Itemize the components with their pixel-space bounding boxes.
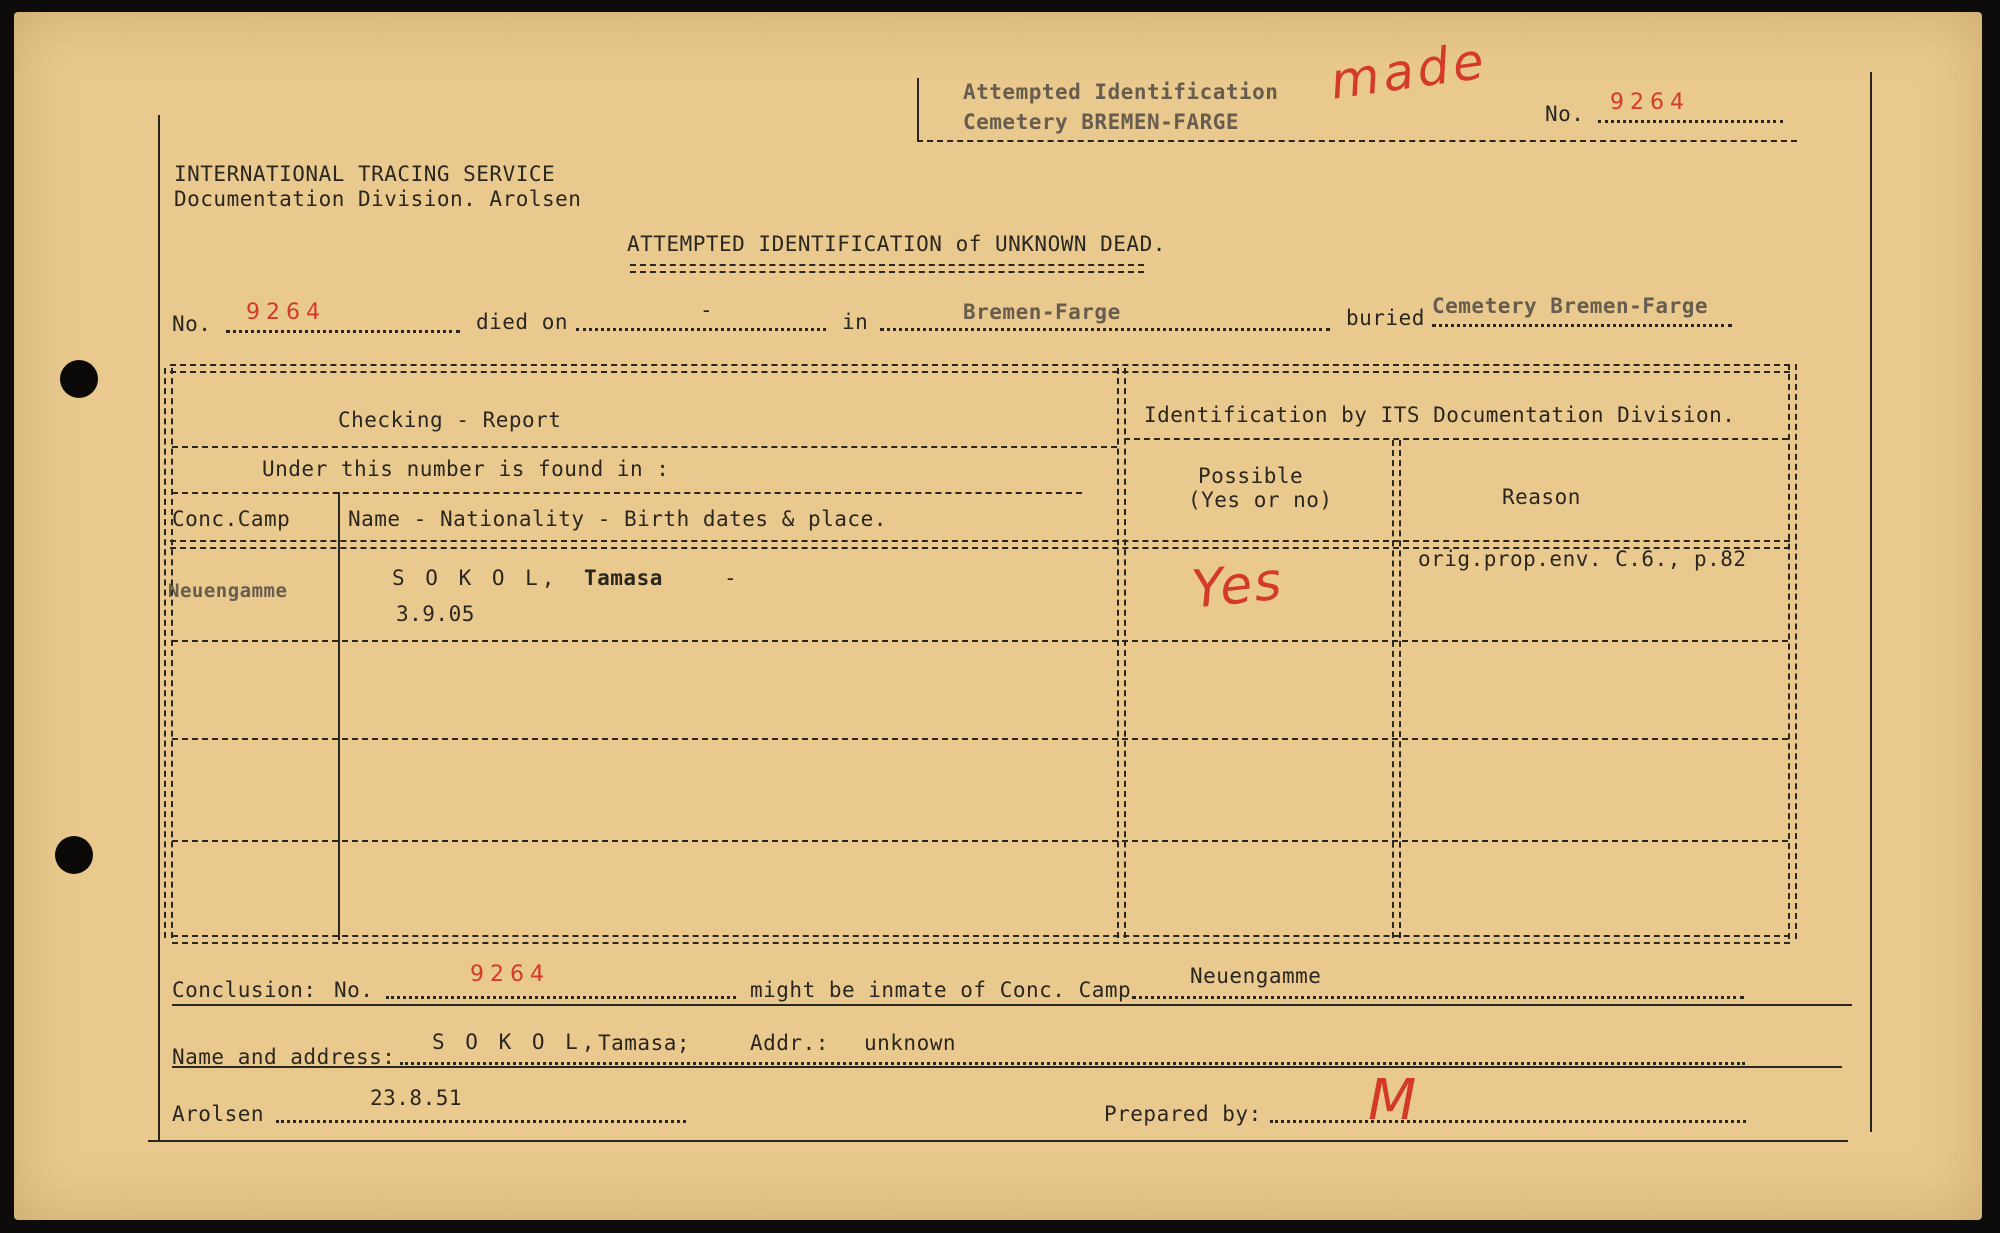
footer-date-value: 23.8.51: [370, 1086, 463, 1110]
header-no-value: 9264: [1610, 90, 1690, 115]
buried-value: Cemetery Bremen-Farge: [1432, 294, 1709, 318]
row-separator-3: [172, 840, 1788, 842]
stamp-box-left-border: [917, 78, 919, 140]
table-divider-camp-name: [338, 492, 340, 940]
header-no-label: No.: [1545, 102, 1585, 126]
card-right-rule: [1870, 72, 1872, 1132]
column-header-possible-2: (Yes or no): [1188, 488, 1333, 512]
row-reason: orig.prop.env. C.6., p.82: [1418, 547, 1747, 571]
row-given-name: Tamasa: [584, 566, 663, 590]
row-camp: Neuengamme: [168, 580, 288, 602]
punch-hole-bottom: [55, 836, 93, 874]
identification-heading: Identification by ITS Documentation Division.: [1144, 403, 1736, 427]
record-no-value: 9264: [246, 300, 326, 325]
checking-report-underline: [172, 446, 1117, 448]
prepared-by-initial: M: [1368, 1068, 1417, 1133]
prepared-by-dotted-line: [1270, 1120, 1746, 1123]
conclusion-label: Conclusion:: [172, 978, 317, 1002]
died-on-value: -: [700, 298, 714, 322]
under-number-text: Under this number is found in :: [262, 457, 670, 481]
stamp-line-1: Attempted Identification: [963, 80, 1279, 104]
footer-place-label: Arolsen: [172, 1102, 265, 1126]
buried-dotted-line: [1432, 324, 1732, 327]
handwritten-made-annotation: made: [1326, 31, 1492, 111]
name-address-surname: S O K O L,: [432, 1030, 599, 1054]
address-label: Addr.:: [750, 1031, 829, 1055]
row-separator-2: [172, 738, 1788, 740]
buried-label: buried: [1346, 306, 1425, 330]
table-top-border: [170, 364, 1790, 373]
table-bottom-border: [172, 935, 1790, 944]
organization-line-2: Documentation Division. Arolsen: [174, 187, 582, 211]
column-header-reason: Reason: [1502, 485, 1581, 509]
name-address-rule: [172, 1066, 1842, 1068]
column-header-name: Name - Nationality - Birth dates & place.: [348, 507, 887, 531]
row-birth-date: 3.9.05: [396, 602, 475, 626]
died-on-label: died on: [476, 310, 569, 334]
row-possible: Yes: [1189, 551, 1287, 621]
stamp-line-2: Cemetery BREMEN-FARGE: [963, 110, 1240, 134]
record-no-dotted-line: [226, 330, 460, 333]
in-dotted-line: [880, 328, 1330, 331]
checking-report-heading: Checking - Report: [338, 408, 562, 432]
stamp-box-bottom-border: [917, 140, 1797, 142]
conclusion-inmate-label: might be inmate of Conc. Camp: [750, 978, 1132, 1002]
prepared-by-label: Prepared by:: [1104, 1102, 1262, 1126]
document-title: ATTEMPTED IDENTIFICATION of UNKNOWN DEAD.: [627, 232, 1166, 256]
organization-line-1: INTERNATIONAL TRACING SERVICE: [174, 162, 556, 186]
identification-underline: [1124, 438, 1788, 440]
row-nationality: -: [724, 566, 738, 590]
card-left-rule: [158, 115, 160, 1140]
table-right-border: [1788, 364, 1797, 939]
conclusion-no-label: No.: [334, 978, 374, 1002]
row-surname: S O K O L,: [392, 566, 559, 590]
footer-date-dotted-line: [276, 1120, 686, 1123]
column-header-possible-1: Possible: [1198, 464, 1304, 488]
in-value: Bremen-Farge: [963, 300, 1121, 324]
conclusion-no-dotted-line: [386, 996, 736, 999]
died-on-dotted-line: [576, 328, 826, 331]
name-address-given-name: Tamasa;: [598, 1031, 691, 1055]
header-no-dotted-line: [1598, 120, 1783, 123]
conclusion-camp-dotted-line: [1132, 996, 1744, 999]
card-bottom-rule: [148, 1140, 1848, 1142]
record-no-label: No.: [172, 312, 212, 336]
column-header-camp: Conc.Camp: [172, 507, 291, 531]
row-separator-1: [172, 640, 1788, 642]
in-label: in: [842, 310, 869, 334]
under-number-underline: [172, 492, 1082, 494]
conclusion-rule: [172, 1004, 1852, 1006]
table-divider-possible-reason: [1392, 440, 1401, 938]
conclusion-no-value: 9264: [470, 962, 550, 987]
address-value: unknown: [864, 1031, 957, 1055]
table-left-border: [164, 368, 173, 938]
conclusion-camp-value: Neuengamme: [1190, 964, 1322, 988]
name-address-dotted-line: [400, 1062, 1745, 1065]
table-divider-checking-identification: [1117, 368, 1126, 938]
punch-hole-top: [60, 360, 98, 398]
name-address-label: Name and address:: [172, 1045, 396, 1069]
title-underline: [630, 264, 1144, 273]
